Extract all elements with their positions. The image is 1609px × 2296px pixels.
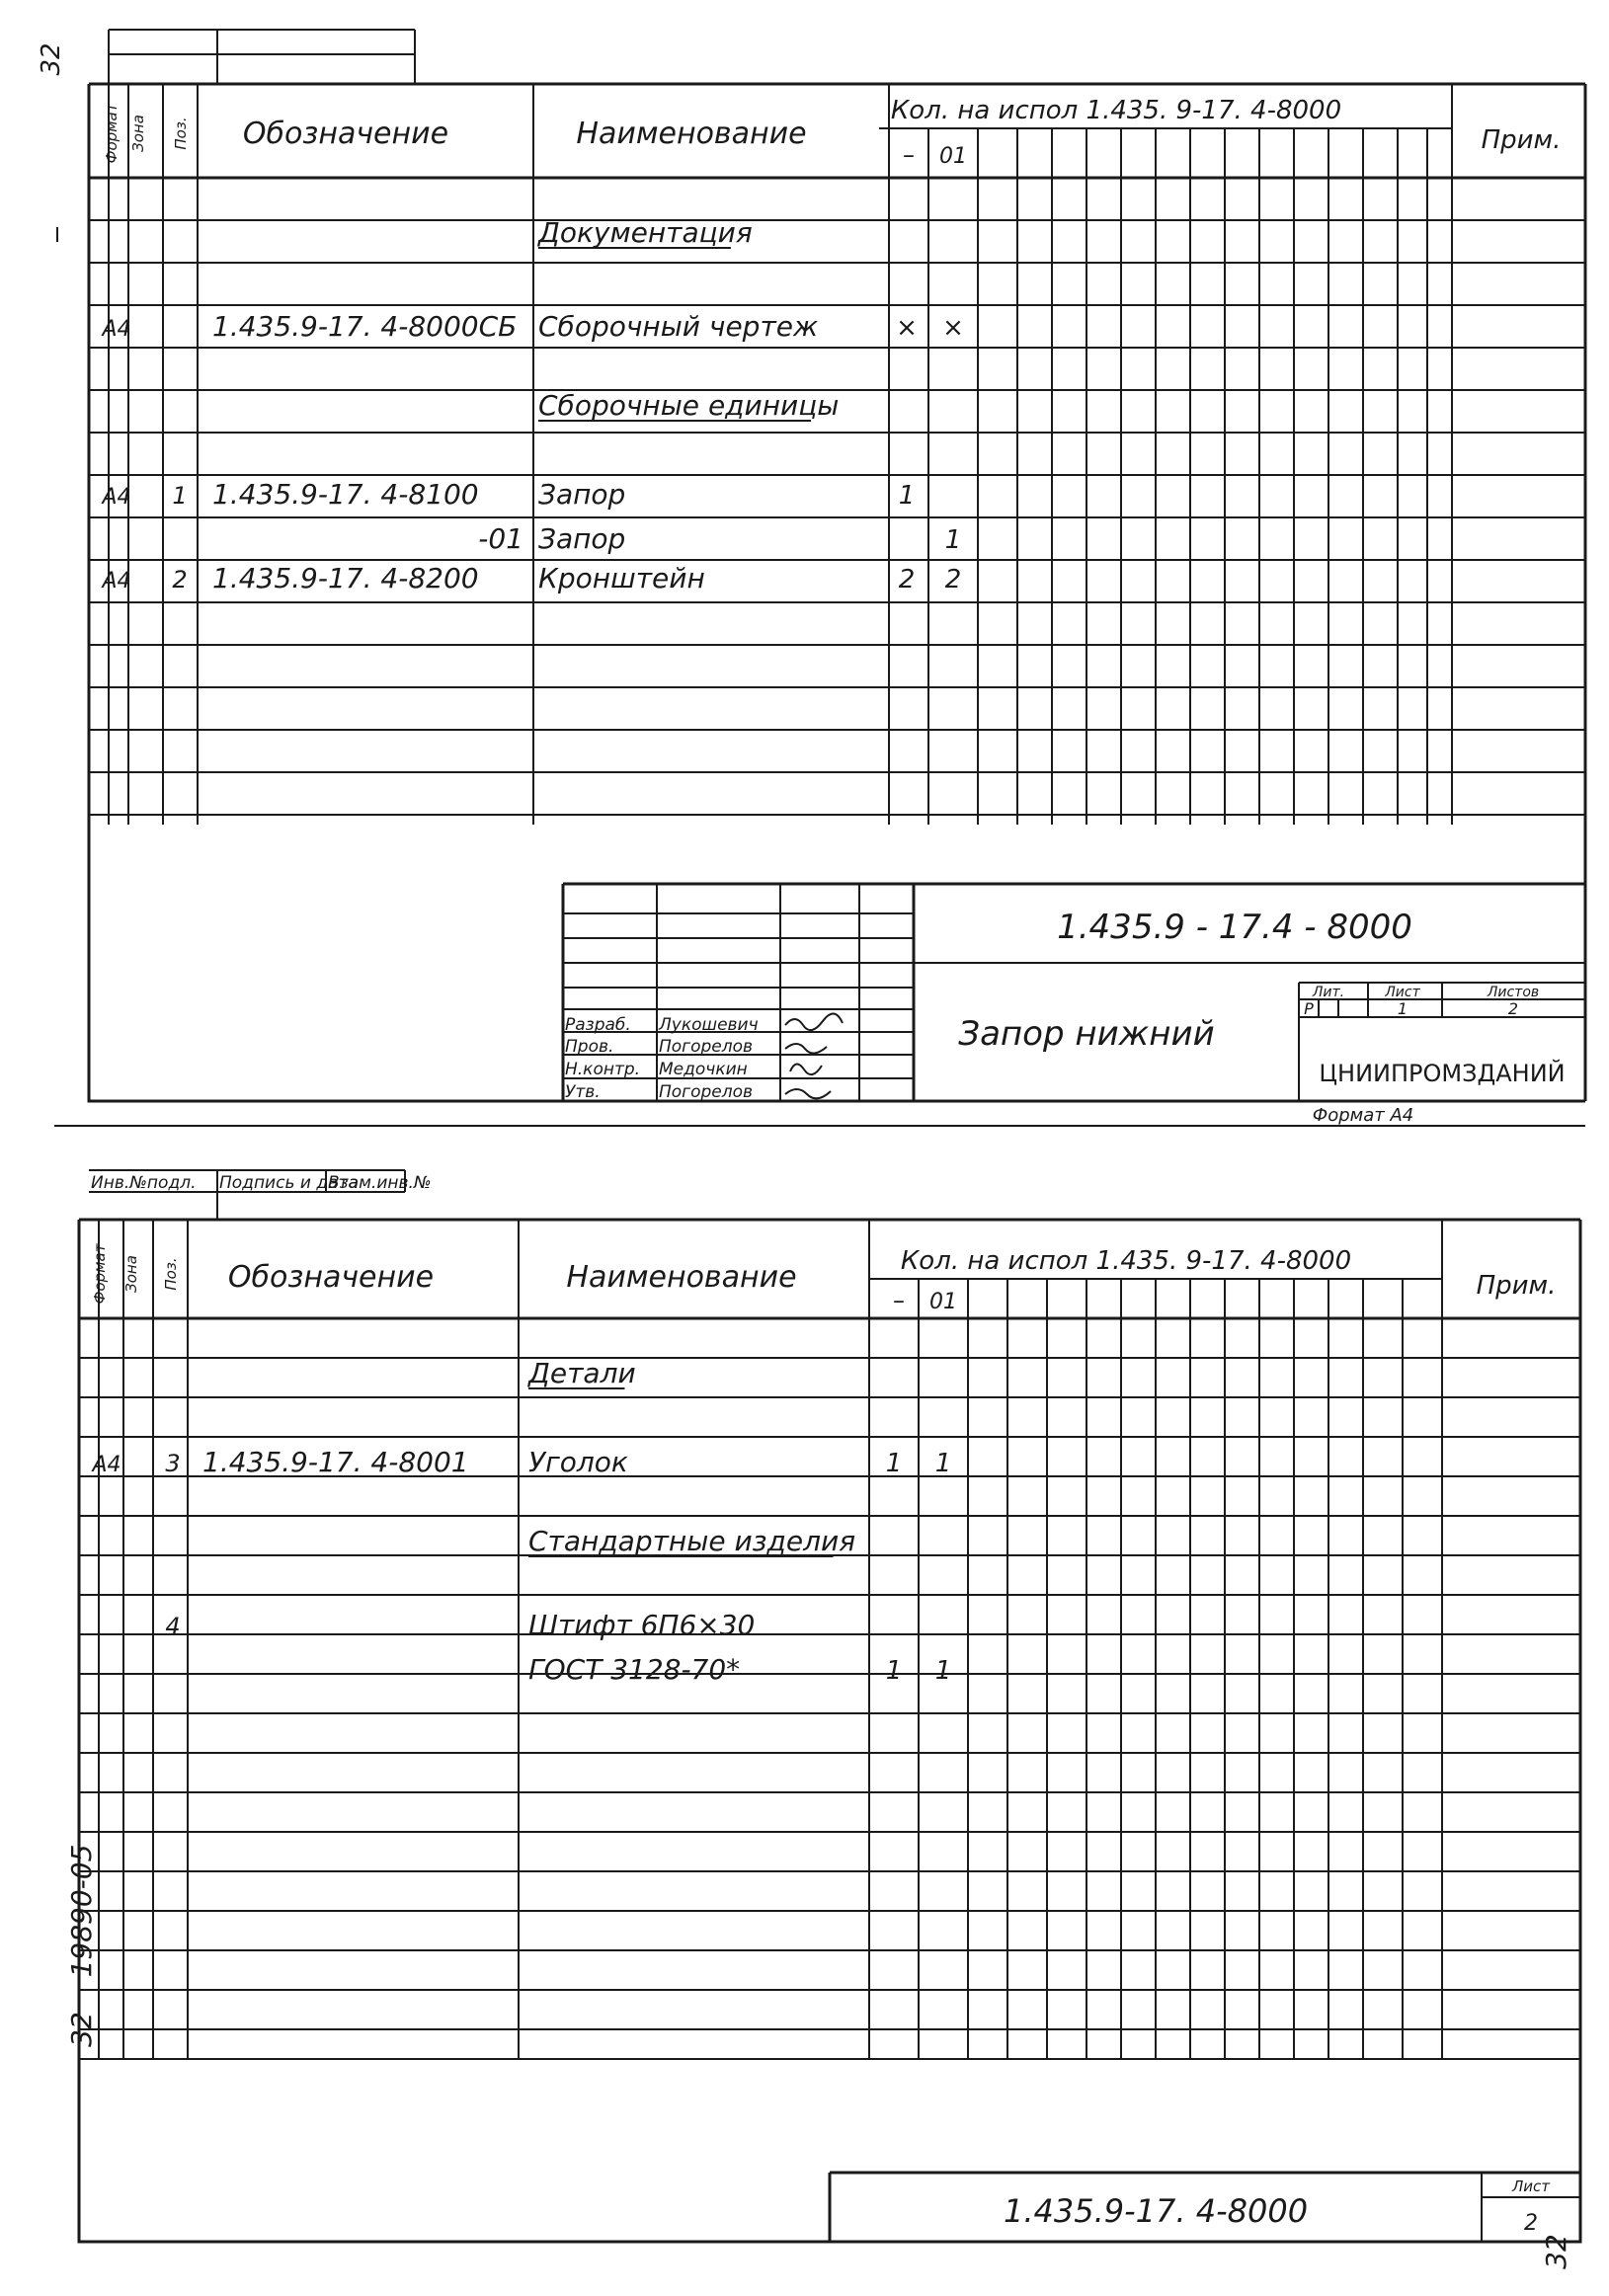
row-pos: 3 [165, 1450, 181, 1477]
header-qty-col-a: – [903, 141, 915, 169]
header2-qty-col-b: 01 [929, 1290, 957, 1314]
tb-stage: Р [1304, 999, 1314, 1018]
row-name: Штифт 6П6×30 [528, 1609, 756, 1641]
footer-sheet-label: Лист [1511, 2177, 1551, 2195]
tb-designation: 1.435.9 - 17.4 - 8000 [1057, 908, 1412, 947]
header2-zone: Зона [122, 1255, 140, 1293]
row-designation: 1.435.9-17. 4-8100 [212, 478, 479, 511]
row-qty-a: 1 [898, 481, 916, 511]
row-format: A4 [92, 1453, 121, 1477]
sig-name-2: Погорелов [659, 1037, 754, 1057]
tb-sheets-label: Листов [1487, 985, 1540, 1000]
footer-designation: 1.435.9-17. 4-8000 [1003, 2192, 1309, 2230]
sig-name-4: Погорелов [659, 1082, 754, 1102]
header-name: Наименование [576, 117, 807, 151]
sheet-2 [79, 1170, 1580, 2242]
row-pos: 4 [165, 1613, 181, 1640]
sheet-1 [54, 30, 1585, 1126]
header-qty-col-b: 01 [939, 144, 967, 169]
row-qty-b: 1 [944, 525, 962, 555]
row-format: A4 [102, 317, 131, 342]
sheet2-row [90, 1446, 951, 1478]
row-qty-a: × [896, 313, 918, 343]
stamp-inv: Инв.№подл. [91, 1173, 197, 1193]
row-qty-b: 1 [934, 1656, 952, 1686]
header2-designation: Обозначение [227, 1260, 435, 1295]
row-pos: 1 [172, 482, 188, 510]
row-designation: 1.435.9-17. 4-8200 [212, 562, 479, 594]
row-format: A4 [102, 485, 131, 510]
spec-table-1 [89, 84, 1585, 825]
row-name: Запор [538, 522, 626, 555]
header-zone: Зона [129, 115, 147, 152]
tb-sheets: 2 [1507, 999, 1519, 1018]
sheet1-row [100, 478, 915, 511]
row-name: Документация [538, 216, 753, 249]
sig-role-3: Н.контр. [565, 1060, 641, 1079]
sheet1-row [538, 389, 839, 422]
row-name: Сборочный чертеж [538, 310, 819, 343]
sig-role-1: Разраб. [565, 1015, 631, 1035]
header2-format: Формат [91, 1243, 109, 1305]
row-name: Запор [538, 478, 626, 511]
header2-pos: Поз. [162, 1257, 180, 1291]
row-name: Сборочные единицы [538, 389, 840, 422]
signature-scribbles [785, 1013, 843, 1098]
sheet1-row [100, 310, 963, 343]
tb-sheet: 1 [1397, 999, 1408, 1018]
row-pos: 2 [172, 566, 188, 594]
tb-stage-label: Лит. [1312, 985, 1345, 1000]
spec-table-2 [79, 1220, 1580, 2059]
stamp-sign: Подпись и дата [219, 1173, 359, 1193]
header-qty-title: Кол. на испол 1.435. 9-17. 4-8000 [890, 96, 1342, 125]
sheet2-row [528, 1525, 855, 1557]
row-name: Уголок [528, 1446, 628, 1478]
header-format: Формат [103, 103, 121, 164]
sheet2-row [528, 1653, 951, 1686]
row-qty-a: 1 [885, 1449, 903, 1478]
sig-name-1: Лукошевич [659, 1015, 759, 1035]
row-designation: -01 [478, 522, 523, 555]
row-format: A4 [102, 569, 131, 594]
row-name: ГОСТ 3128-70* [528, 1653, 741, 1686]
sig-name-3: Медочкин [659, 1060, 748, 1079]
row-designation: 1.435.9-17. 4-8000СБ [212, 310, 518, 343]
header-pos: Поз. [172, 117, 190, 150]
header2-qty-col-a: – [893, 1287, 905, 1314]
row-qty-b: × [942, 313, 964, 343]
header2-qty-title: Кол. на испол 1.435. 9-17. 4-8000 [900, 1246, 1352, 1276]
tb-title: Запор нижний [958, 1014, 1215, 1054]
footer-stamp [830, 2173, 1580, 2242]
footer-sheet: 2 [1524, 2211, 1538, 2236]
row-qty-a: 2 [898, 565, 916, 594]
tb-org: ЦНИИПРОМЗДАНИЙ [1319, 1060, 1566, 1087]
row-name: Кронштейн [538, 562, 705, 594]
sig-role-4: Утв. [565, 1082, 601, 1102]
header2-name: Наименование [566, 1260, 797, 1295]
header-designation: Обозначение [242, 117, 449, 151]
row-name: Стандартные изделия [528, 1525, 856, 1557]
sheet1-row [536, 216, 753, 249]
corner-page-mark: 32 [37, 42, 66, 76]
header-note: Прим. [1481, 125, 1562, 155]
sheet1-row [100, 562, 961, 594]
tb-sheet-label: Лист [1385, 985, 1420, 1000]
sig-role-2: Пров. [565, 1037, 614, 1057]
bottom-page-mark: 32 [1540, 2234, 1572, 2269]
archive-page-mark: 32 [65, 2012, 98, 2047]
archive-number-mark: 19890-05 [65, 1844, 98, 1978]
row-qty-b: 2 [944, 565, 962, 594]
spec-rows-1 [100, 216, 963, 594]
row-designation: 1.435.9-17. 4-8001 [202, 1446, 469, 1478]
row-qty-b: 1 [934, 1449, 952, 1478]
row-name: Детали [528, 1357, 636, 1389]
sheet2-row [526, 1357, 636, 1389]
title-block [563, 884, 1585, 1126]
stamp-replace: Взам.инв.№ [328, 1173, 432, 1193]
row-qty-a: 1 [885, 1656, 903, 1686]
sheet2-row [165, 1609, 755, 1641]
tb-format: Формат А4 [1312, 1105, 1414, 1126]
header2-note: Прим. [1476, 1271, 1557, 1301]
spec-rows-2 [90, 1357, 951, 1686]
